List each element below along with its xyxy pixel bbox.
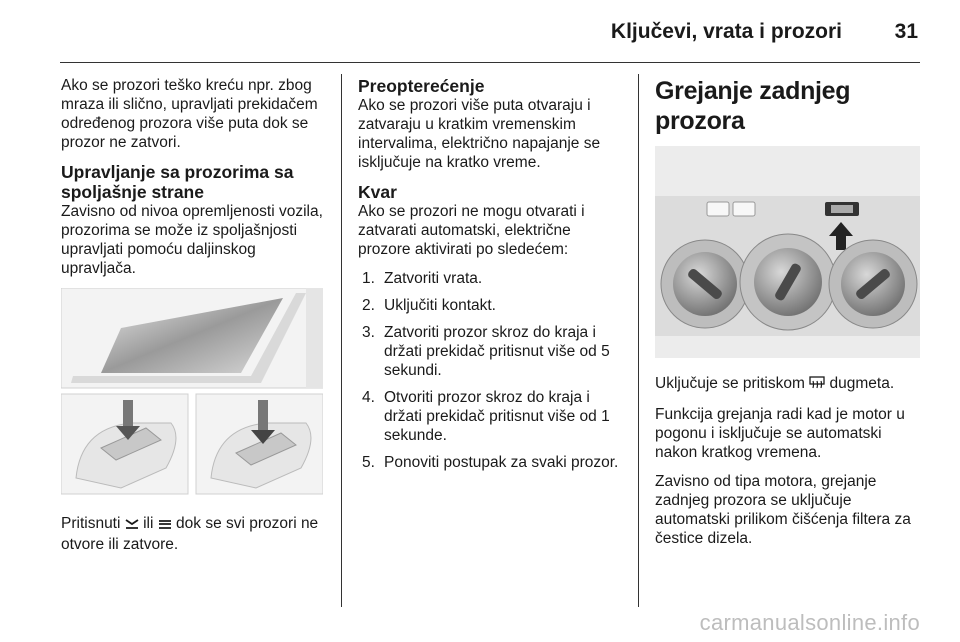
list-item: 2. Uključiti kontakt. (362, 297, 496, 314)
rear-heater-function: Funkcija grejanja radi kad je motor u pogonu i isključuje se automatski nakon kratkog vremena. (655, 406, 905, 461)
overload-heading: Preopterećenje (358, 76, 485, 96)
overload-body: Ako se prozori više puta otvaraju i zatvaraju u kratkim vremenskim intervalima, električno napajanje se isključuje na kratko vreme. (358, 97, 601, 171)
watermark: carmanualsonline.info (699, 610, 920, 635)
instruction-text-2: dugmeta. (829, 375, 895, 392)
steps-list (358, 269, 620, 472)
rear-heater-diesel: Zavisno od tipa motora, grejanje zadnjeg prozora se uključuje automatski prilikom čišćenja filtera za čestice dizela. (655, 473, 911, 547)
climate-panel-figure (655, 146, 920, 358)
list-item: 4. Otvoriti prozor skroz do kraja i držati prekidač pritisnut više od 1 sekunde. (362, 389, 610, 444)
list-item: 1. Zatvoriti vrata. (362, 270, 483, 287)
caption-or: ili (143, 515, 154, 532)
page-number: 31 (894, 20, 918, 43)
remote-key-figure (61, 288, 323, 500)
column-left (61, 76, 331, 564)
rear-window-heater-icon (809, 376, 825, 395)
instruction-text-1: Uključuje se pritiskom (655, 375, 805, 392)
malfunction-body: Ako se prozori ne mogu otvarati i zatvarati automatski, električne prozore aktivirati po sledećem: (358, 203, 585, 258)
caption-text-2: dok se svi prozori ne otvore ili zatvore. (61, 515, 319, 553)
rear-heater-heading: Grejanje zadnjeg prozora (655, 77, 851, 135)
header-rule (60, 62, 920, 63)
column-middle (358, 76, 620, 480)
column-right (655, 76, 925, 558)
column-divider (341, 74, 342, 607)
unlock-arrows-icon (125, 516, 139, 535)
list-item: 5. Ponoviti postupak za svaki prozor. (362, 454, 619, 471)
page-header-title: Ključevi, vrata i prozori (610, 20, 842, 43)
intro-paragraph: Ako se prozori teško kreću npr. zbog mraza ili slično, upravljati prekidačem određenog prozora više puta dok se prozor ne zatvori. (61, 77, 318, 151)
section-body: Zavisno od nivoa opremljenosti vozila, prozorima se može iz spoljašnjosti upravljati pomoću daljinskog upravljača. (61, 203, 323, 277)
section-heading: Upravljanje sa prozorima sa spoljašnje strane (61, 162, 294, 202)
list-item: 3. Zatvoriti prozor skroz do kraja i držati prekidač pritisnut više od 5 sekundi. (362, 324, 610, 379)
malfunction-heading: Kvar (358, 182, 397, 202)
column-divider (638, 74, 639, 607)
rear-heater-instruction (655, 374, 925, 395)
caption-text-1: Pritisnuti (61, 515, 121, 532)
lock-bars-icon (158, 516, 172, 535)
figure-caption (61, 514, 331, 554)
